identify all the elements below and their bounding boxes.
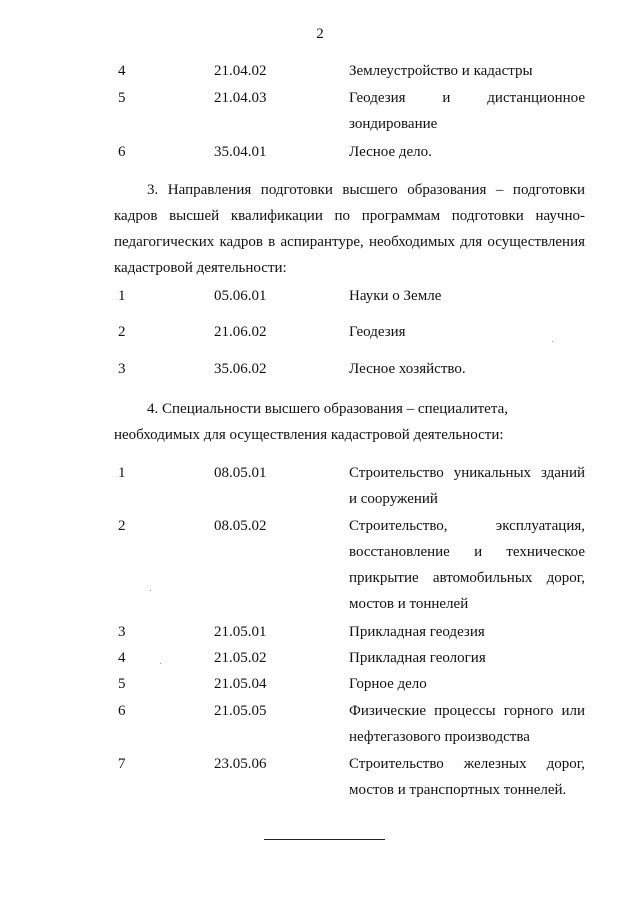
row-number: 2 (118, 324, 126, 340)
row-number: 5 (118, 676, 126, 692)
row-number: 5 (118, 90, 126, 106)
row-code: 08.05.01 (214, 465, 267, 481)
row-code: 35.04.01 (214, 144, 267, 160)
row-number: 7 (118, 756, 126, 772)
row-code: 21.05.05 (214, 703, 267, 719)
row-title: Горное дело (349, 676, 427, 692)
row-number: 2 (118, 518, 126, 534)
row-title: Прикладная геодезия (349, 624, 485, 640)
scan-speck (552, 341, 553, 342)
row-title: Прикладная геология (349, 650, 486, 666)
row-title (349, 460, 585, 512)
row-title: Лесное хозяйство. (349, 361, 466, 377)
footer-rule (264, 839, 385, 840)
row-number: 3 (118, 624, 126, 640)
row-code: 08.05.02 (214, 518, 267, 534)
row-title-line: Строительство железных дорог, (349, 756, 585, 772)
section-4-line-1: 4. Специальности высшего образования – специалитета, (147, 401, 508, 417)
row-code: 21.06.02 (214, 324, 267, 340)
row-title: Геодезия (349, 324, 406, 340)
row-title-line: восстановление и техническое (349, 544, 585, 560)
row-title (349, 85, 585, 137)
row-number: 1 (118, 465, 126, 481)
row-title (349, 698, 585, 750)
row-number: 3 (118, 361, 126, 377)
row-title (349, 513, 585, 617)
row-title-line: Геодезия и дистанционное (349, 90, 585, 106)
row-code: 23.05.06 (214, 756, 267, 772)
row-title: Лесное дело. (349, 144, 432, 160)
row-title-line: нефтегазового производства (349, 729, 530, 745)
row-code: 21.04.03 (214, 90, 267, 106)
row-title-line: Строительство уникальных зданий (349, 465, 585, 481)
row-number: 1 (118, 288, 126, 304)
row-number: 6 (118, 144, 126, 160)
row-code: 05.06.01 (214, 288, 267, 304)
row-code: 21.04.02 (214, 63, 267, 79)
row-title-line: мостов и транспортных тоннелей. (349, 782, 567, 798)
row-title: Землеустройство и кадастры (349, 63, 533, 79)
row-number: 4 (118, 650, 126, 666)
section-3-paragraph: 3. Направления подготовки высшего образования – подготовки кадров высшей квалификации по программам подготовки научно-педагогических кадров в аспирантуре, необходимых для осуществления кадастровой деятельности: (114, 182, 585, 276)
row-title-line: зондирование (349, 116, 438, 132)
row-title-line: Строительство, эксплуатация, (349, 518, 585, 534)
page-number: 2 (316, 26, 324, 42)
row-code: 21.05.01 (214, 624, 267, 640)
row-number: 6 (118, 703, 126, 719)
section-4-line-2: необходимых для осуществления кадастровой деятельности: (114, 427, 504, 443)
row-code: 21.05.02 (214, 650, 267, 666)
row-title (349, 751, 585, 803)
row-number: 4 (118, 63, 126, 79)
scan-speck (160, 663, 161, 664)
row-title-line: мостов и тоннелей (349, 596, 469, 612)
row-code: 35.06.02 (214, 361, 267, 377)
row-title-line: прикрытие автомобильных дорог, (349, 570, 585, 586)
row-code: 21.05.04 (214, 676, 267, 692)
row-title: Науки о Земле (349, 288, 442, 304)
scan-speck (150, 590, 151, 591)
row-title-line: и сооружений (349, 491, 438, 507)
row-title-line: Физические процессы горного или (349, 703, 585, 719)
